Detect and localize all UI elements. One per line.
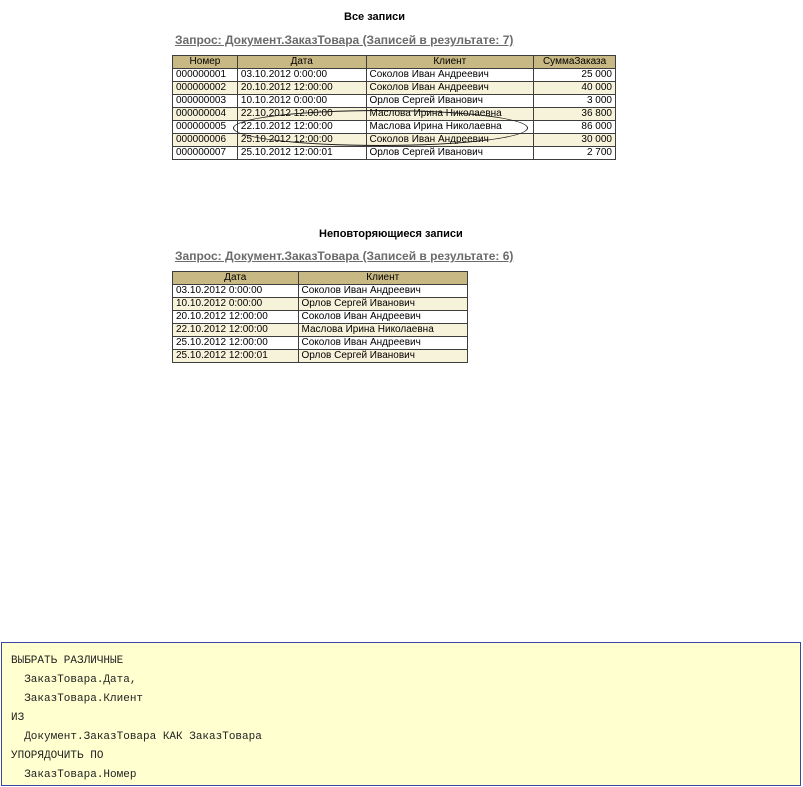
cell-client: Соколов Иван Андреевич [366, 134, 534, 147]
cell-date: 22.10.2012 12:00:00 [173, 324, 299, 337]
all-records-table [172, 55, 616, 160]
column-header[interactable]: Дата [237, 56, 366, 69]
cell-number: 000000007 [173, 147, 238, 160]
cell-date: 20.10.2012 12:00:00 [173, 311, 299, 324]
table-row[interactable] [173, 108, 616, 121]
section2-query-title[interactable]: Запрос: Документ.ЗаказТовара (Записей в результате: 6) [175, 249, 514, 263]
cell-date: 25.10.2012 12:00:00 [237, 134, 366, 147]
cell-amount: 2 700 [534, 147, 616, 160]
cell-client: Маслова Ирина Николаевна [298, 324, 467, 337]
table-row[interactable] [173, 311, 468, 324]
cell-number: 000000003 [173, 95, 238, 108]
cell-client: Соколов Иван Андреевич [298, 311, 467, 324]
cell-client: Соколов Иван Андреевич [366, 69, 534, 82]
table-row[interactable] [173, 69, 616, 82]
table-row[interactable] [173, 324, 468, 337]
cell-client: Соколов Иван Андреевич [298, 337, 467, 350]
column-header[interactable]: Клиент [366, 56, 534, 69]
cell-number: 000000001 [173, 69, 238, 82]
table-row[interactable] [173, 95, 616, 108]
column-header[interactable]: Дата [173, 272, 299, 285]
query-code-editor[interactable] [1, 642, 801, 786]
cell-date: 20.10.2012 12:00:00 [237, 82, 366, 95]
code-line: ИЗ [11, 712, 25, 724]
distinct-records-table [172, 271, 468, 363]
cell-client: Орлов Сергей Иванович [298, 298, 467, 311]
code-line: ЗаказТовара.Номер [11, 769, 137, 781]
cell-client: Маслова Ирина Николаевна [366, 108, 534, 121]
table-row[interactable] [173, 298, 468, 311]
cell-date: 22.10.2012 12:00:00 [237, 108, 366, 121]
cell-date: 03.10.2012 0:00:00 [173, 285, 299, 298]
cell-client: Соколов Иван Андреевич [366, 82, 534, 95]
table-row[interactable] [173, 337, 468, 350]
cell-amount: 30 000 [534, 134, 616, 147]
table-header-row [173, 56, 616, 69]
cell-client: Орлов Сергей Иванович [366, 147, 534, 160]
cell-client: Орлов Сергей Иванович [366, 95, 534, 108]
table-row[interactable] [173, 82, 616, 95]
cell-date: 25.10.2012 12:00:01 [237, 147, 366, 160]
cell-amount: 40 000 [534, 82, 616, 95]
cell-date: 10.10.2012 0:00:00 [173, 298, 299, 311]
column-header[interactable]: Клиент [298, 272, 467, 285]
code-line: ЗаказТовара.Клиент [11, 693, 144, 705]
code-line: Документ.ЗаказТовара КАК ЗаказТовара [11, 731, 262, 743]
cell-date: 25.10.2012 12:00:01 [173, 350, 299, 363]
cell-number: 000000002 [173, 82, 238, 95]
cell-date: 22.10.2012 12:00:00 [237, 121, 366, 134]
cell-number: 000000004 [173, 108, 238, 121]
cell-date: 10.10.2012 0:00:00 [237, 95, 366, 108]
table-header-row [173, 272, 468, 285]
code-line: ВЫБРАТЬ РАЗЛИЧНЫЕ [11, 655, 124, 667]
cell-amount: 3 000 [534, 95, 616, 108]
code-line: УПОРЯДОЧИТЬ ПО [11, 750, 104, 762]
section1-query-title[interactable]: Запрос: Документ.ЗаказТовара (Записей в результате: 7) [175, 33, 514, 47]
column-header[interactable]: Номер [173, 56, 238, 69]
table-row[interactable] [173, 350, 468, 363]
table-row[interactable] [173, 134, 616, 147]
cell-client: Маслова Ирина Николаевна [366, 121, 534, 134]
table-row[interactable] [173, 285, 468, 298]
cell-date: 03.10.2012 0:00:00 [237, 69, 366, 82]
table-row[interactable] [173, 121, 616, 134]
code-line: ЗаказТовара.Дата, [11, 674, 137, 686]
section2-heading: Неповторяющиеся записи [319, 228, 463, 240]
table-row[interactable] [173, 147, 616, 160]
cell-amount: 86 000 [534, 121, 616, 134]
cell-client: Соколов Иван Андреевич [298, 285, 467, 298]
cell-number: 000000006 [173, 134, 238, 147]
section1-heading: Все записи [344, 11, 405, 23]
cell-client: Орлов Сергей Иванович [298, 350, 467, 363]
cell-date: 25.10.2012 12:00:00 [173, 337, 299, 350]
cell-number: 000000005 [173, 121, 238, 134]
cell-amount: 25 000 [534, 69, 616, 82]
column-header[interactable]: СуммаЗаказа [534, 56, 616, 69]
cell-amount: 36 800 [534, 108, 616, 121]
